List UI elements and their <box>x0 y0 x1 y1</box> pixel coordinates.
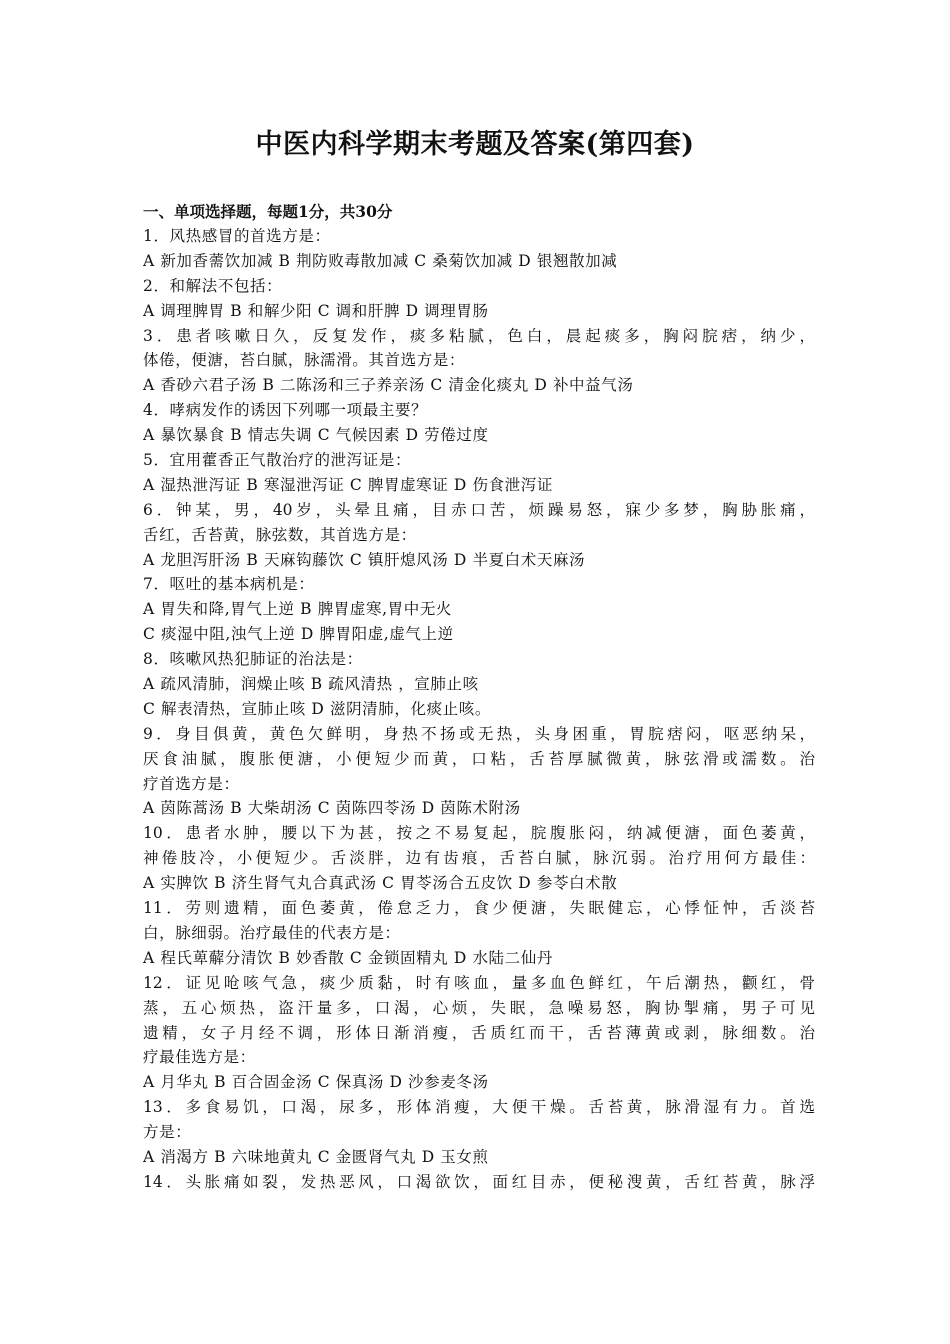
text-line: 6．钟某，男，40岁，头晕且痛，目赤口苦，烦躁易怒，寐少多梦，胸胁胀痛， <box>143 500 815 519</box>
text-line: 10．患者水肿，腰以下为甚，按之不易复起，脘腹胀闷，纳减便溏，面色萎黄， <box>143 824 815 843</box>
text-line: 遗精，女子月经不调，形体日渐消瘦，舌质红而干，舌苔薄黄或剥，脉细数。治 <box>143 1023 815 1042</box>
text-line: A 茵陈蒿汤 B 大柴胡汤 C 茵陈四苓汤 D 茵陈术附汤 <box>143 799 521 818</box>
text-line: A 月华丸 B 百合固金汤 C 保真汤 D 沙参麦冬汤 <box>143 1073 489 1092</box>
text-line: 疗最佳选方是： <box>143 1048 256 1067</box>
text-line: A 胃失和降,胃气上逆 B 脾胃虚寒,胃中无火 <box>143 600 453 619</box>
text-line: A 新加香薷饮加减 B 荆防败毒散加减 C 桑菊饮加减 D 银翘散加减 <box>143 251 618 270</box>
text-line: 11．劳则遗精，面色萎黄，倦怠乏力，食少便溏，失眠健忘，心悸怔忡，舌淡苔 <box>143 899 815 918</box>
text-line: 14．头胀痛如裂，发热恶风，口渴欲饮，面红目赤，便秘溲黄，舌红苔黄，脉浮 <box>143 1172 815 1191</box>
text-line: 9．身目俱黄，黄色欠鲜明，身热不扬或无热，头身困重，胃脘痞闷，呕恶纳呆， <box>143 724 815 743</box>
text-line: 1．风热感冒的首选方是： <box>143 227 331 245</box>
text-line: A 暴饮暴食 B 情志失调 C 气候因素 D 劳倦过度 <box>143 426 489 445</box>
question-list <box>143 199 815 1195</box>
text-line: 白，脉细弱。治疗最佳的代表方是： <box>143 923 401 942</box>
text-line: 2．和解法不包括： <box>143 276 283 295</box>
text-line: 7．呕吐的基本病机是： <box>143 575 315 594</box>
text-line: 5．宜用藿香正气散治疗的泄泻证是： <box>143 451 412 470</box>
text-line: A 程氏萆薢分清饮 B 妙香散 C 金锁固精丸 D 水陆二仙丹 <box>143 948 553 967</box>
text-line: 8．咳嗽风热犯肺证的治法是： <box>143 650 363 669</box>
text-line: 13．多食易饥，口渴，尿多，形体消瘦，大便干燥。舌苔黄，脉滑湿有力。首选 <box>143 1098 815 1117</box>
text-line: A 调理脾胃 B 和解少阳 C 调和肝脾 D 调理胃肠 <box>143 301 489 320</box>
text-line: 蒸，五心烦热，盗汗量多，口渴，心烦，失眠，急噪易怒，胸协掣痛，男子可见 <box>143 998 815 1017</box>
text-line: 厌食油腻，腹胀便溏，小便短少而黄，口粘，舌苔厚腻微黄，脉弦滑或濡数。治 <box>143 749 815 768</box>
text-line: 舌红，舌苔黄，脉弦数，其首选方是： <box>143 525 417 544</box>
text-line: 12．证见呛咳气急，痰少质黏，时有咳血，量多血色鲜红，午后潮热，颧红，骨 <box>143 973 815 992</box>
text-line: 神倦肢冷，小便短少。舌淡胖，边有齿痕，舌苔白腻，脉沉弱。治疗用何方最佳： <box>143 849 815 868</box>
page-title: 中医内科学期末考题及答案(第四套) <box>255 129 695 160</box>
text-line: A 湿热泄泻证 B 寒湿泄泻证 C 脾胃虚寒证 D 伤食泄泻证 <box>143 475 553 494</box>
text-line: 4．哮病发作的诱因下列哪一项最主要？ <box>143 401 428 420</box>
text-line: 方是： <box>143 1123 192 1142</box>
text-line: A 疏风清肺，润燥止咳 B 疏风清热 ，宣肺止咳 <box>143 675 479 694</box>
text-line: 体倦，便溏，苔白腻，脉濡滑。其首选方是： <box>143 351 466 370</box>
text-line: C 解表清热，宣肺止咳 D 滋阴清肺，化痰止咳。 <box>143 699 491 718</box>
text-line: 疗首选方是： <box>143 774 240 793</box>
text-line: A 实脾饮 B 济生肾气丸合真武汤 C 胃苓汤合五皮饮 D 参苓白术散 <box>143 874 618 893</box>
text-line: 3．患者咳嗽日久，反复发作，痰多粘腻，色白，晨起痰多，胸闷脘痞，纳少， <box>143 326 815 345</box>
text-line: A 龙胆泻肝汤 B 天麻钩藤饮 C 镇肝熄风汤 D 半夏白术天麻汤 <box>143 550 586 569</box>
text-line: A 消渴方 B 六味地黄丸 C 金匮肾气丸 D 玉女煎 <box>143 1147 489 1166</box>
section-heading: 一、单项选择题，每题1分，共30分 <box>143 202 393 221</box>
text-line: A 香砂六君子汤 B 二陈汤和三子养亲汤 C 清金化痰丸 D 补中益气汤 <box>143 376 634 395</box>
text-line: C 痰湿中阻,浊气上逆 D 脾胃阳虚,虚气上逆 <box>143 625 454 644</box>
question-lines <box>143 224 815 1195</box>
